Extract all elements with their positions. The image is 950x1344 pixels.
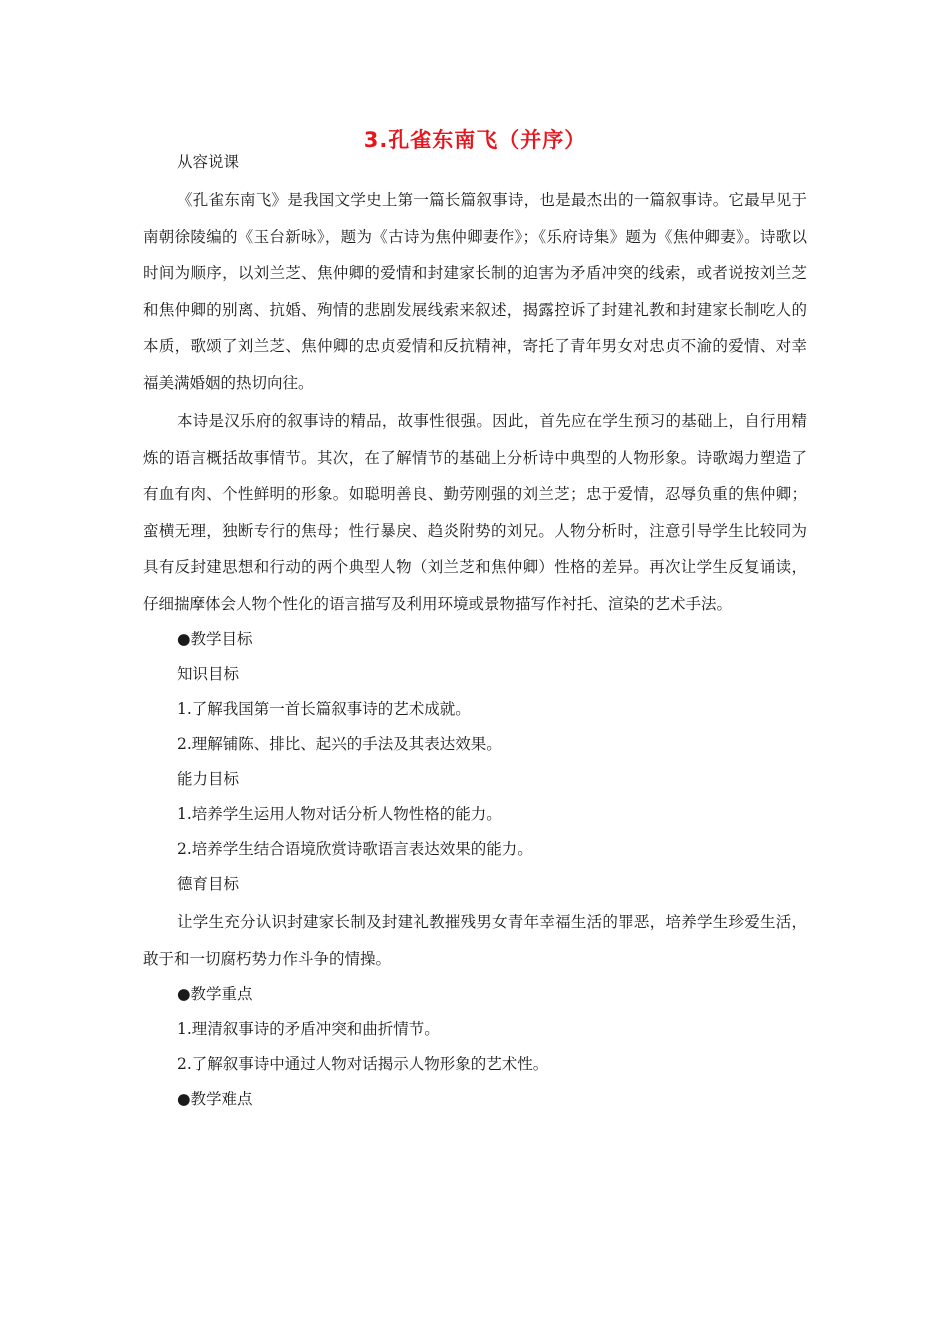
ability-goal-item: 2.培养学生结合语境欣赏诗歌语言表达效果的能力。 — [177, 840, 533, 858]
ability-goal-item: 1.培养学生运用人物对话分析人物性格的能力。 — [177, 805, 502, 823]
document-body — [143, 145, 807, 1117]
knowledge-goal-item: 1.了解我国第一首长篇叙事诗的艺术成就。 — [177, 700, 471, 718]
intro-paragraph-1: 《孔雀东南飞》是我国文学史上第一篇长篇叙事诗，也是最杰出的一篇叙事诗。它最早见于南朝徐陵编的《玉台新咏》，题为《古诗为焦仲卿妻作》；《乐府诗集》题为《焦仲卿妻》。诗歌以时间为顺序，以刘兰芝、焦仲卿的爱情和封建家长制的迫害为矛盾冲突的线索，或者说按刘兰芝和焦仲卿的别离、抗婚、殉情的悲剧发展线索来叙述，揭露控诉了封建礼教和封建家长制吃人的本质，歌颂了刘兰芝、焦仲卿的忠贞爱情和反抗精神，寄托了青年男女对忠贞不渝的爱情、对幸福美满婚姻的热切向往。 — [143, 191, 807, 392]
section-label: 从容说课 — [177, 153, 240, 171]
key-point-item: 1.理清叙事诗的矛盾冲突和曲折情节。 — [177, 1020, 440, 1038]
ability-goals-heading: 能力目标 — [177, 770, 240, 788]
moral-goal-paragraph: 让学生充分认识封建家长制及封建礼教摧残男女青年幸福生活的罪恶，培养学生珍爱生活，敢于和一切腐朽势力作斗争的情操。 — [143, 913, 807, 968]
moral-goals-heading: 德育目标 — [177, 875, 240, 893]
teaching-goals-heading: ●教学目标 — [177, 630, 253, 648]
key-points-heading: ●教学重点 — [177, 985, 253, 1003]
difficulties-heading: ●教学难点 — [177, 1090, 253, 1108]
knowledge-goal-item: 2.理解铺陈、排比、起兴的手法及其表达效果。 — [177, 735, 502, 753]
key-point-item: 2.了解叙事诗中通过人物对话揭示人物形象的艺术性。 — [177, 1055, 549, 1073]
intro-paragraph-2: 本诗是汉乐府的叙事诗的精品，故事性很强。因此，首先应在学生预习的基础上，自行用精炼的语言概括故事情节。其次，在了解情节的基础上分析诗中典型的人物形象。诗歌竭力塑造了有血有肉、个性鲜明的形象。如聪明善良、勤劳刚强的刘兰芝；忠于爱情，忍辱负重的焦仲卿；蛮横无理，独断专行的焦母；性行暴戾、趋炎附势的刘兄。人物分析时，注意引导学生比较同为具有反封建思想和行动的两个典型人物（刘兰芝和焦仲卿）性格的差异。再次让学生反复诵读，仔细揣摩体会人物个性化的语言描写及利用环境或景物描写作衬托、渲染的艺术手法。 — [143, 412, 807, 613]
document-title: 3.孔雀东南飞（并序） — [363, 128, 587, 152]
knowledge-goals-heading: 知识目标 — [177, 665, 240, 683]
